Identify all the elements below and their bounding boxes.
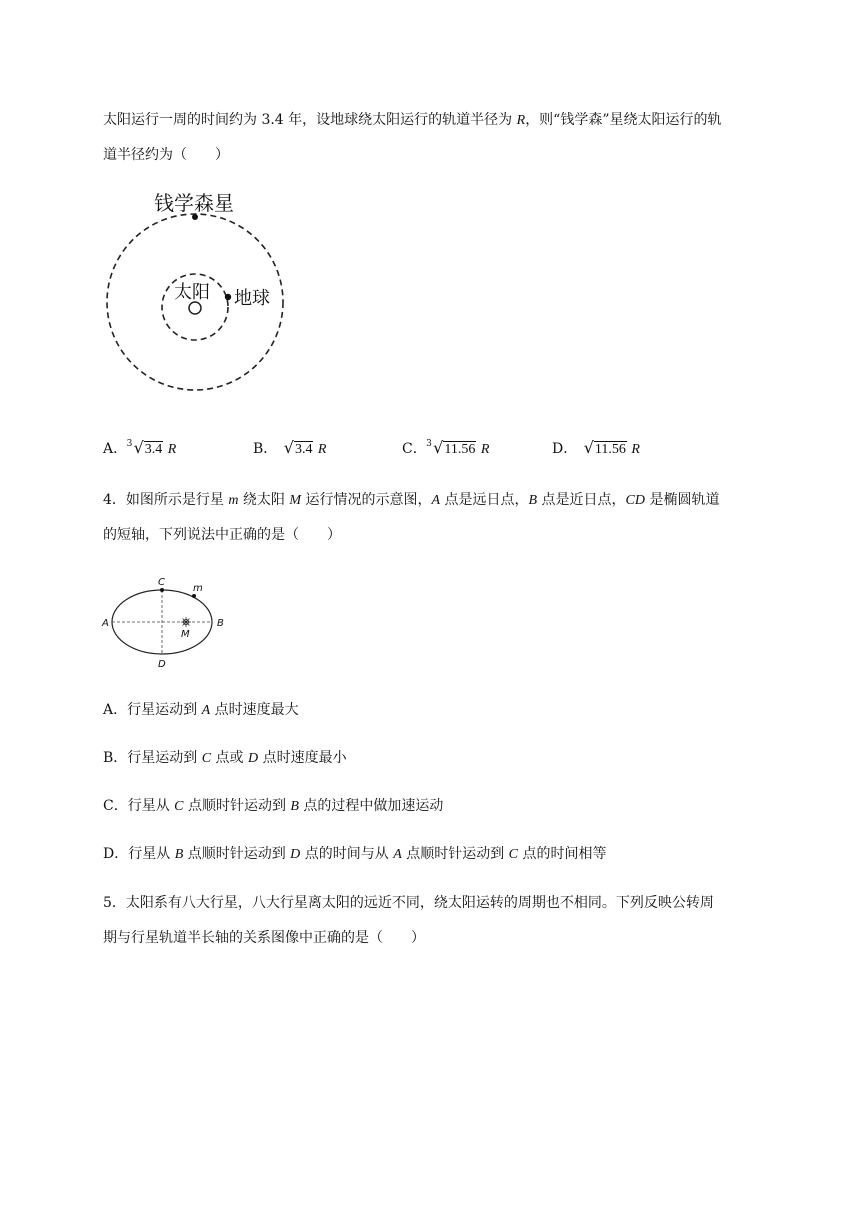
radical-expression: √11.56 [583,438,626,457]
label-m-planet: m [193,583,203,594]
q4-option-c[interactable]: C．行星从 C 点顺时针运动到 B 点的过程中做加速运动 [103,798,444,814]
label-b: B [217,618,224,629]
radical-expression: 3 √3.4 [126,438,163,457]
label-c: C [158,577,165,588]
label-sun: 太阳 [174,282,210,303]
q4-text-line-2: 的短轴，下列说法中正确的是（ ） [103,527,341,543]
q3-text-line-1: 太阳运行一周的时间约为 3.4 年，设地球绕太阳运行的轨道半径为 R，则“钱学森”星绕太阳运行的轨 [103,112,722,128]
sun-m-icon [181,617,191,627]
q3-option-a[interactable]: A． 3 √3.4 R [103,437,176,461]
radical-expression: √3.4 [283,438,313,457]
q3-text-line-2: 道半径约为（ ） [103,147,229,163]
q4-option-b[interactable]: B．行星运动到 C 点或 D 点时速度最小 [103,750,347,766]
planet-m-dot [192,594,196,598]
q3-option-c[interactable]: C． 3 √11.56 R [402,437,489,461]
label-m-sun: M [181,629,190,640]
radical-expression: 3 √11.56 [426,438,476,457]
q4-ellipse-figure [100,574,235,670]
label-d: D [158,659,166,670]
earth-dot [225,294,231,300]
q4-option-a[interactable]: A．行星运动到 A 点时速度最大 [103,702,299,718]
label-earth: 地球 [234,288,270,309]
q4-option-d[interactable]: D．行星从 B 点顺时针运动到 D 点的时间与从 A 点顺时针运动到 C 点的时间相等 [103,846,607,862]
label-qian: 钱学森星 [154,191,234,215]
q3-orbit-figure [100,185,300,407]
sun-icon [189,302,201,314]
q5-text-line-2: 期与行星轨道半长轴的关系图像中正确的是（ ） [103,930,425,946]
label-a: A [102,618,109,629]
q5-text-line-1: 5．太阳系有八大行星，八大行星离太阳的远近不同，绕太阳运转的周期也不相同。下列反映公转周 [103,895,714,911]
q3-option-d[interactable]: D． √11.56 R [552,437,640,461]
q3-option-b[interactable]: B． √3.4 R [253,437,326,461]
q4-text-line-1: 4．如图所示是行星 m 绕太阳 M 运行情况的示意图，A 点是远日点，B 点是近日点，CD 是椭圆轨道 [103,492,720,508]
point-c-dot [160,588,164,592]
